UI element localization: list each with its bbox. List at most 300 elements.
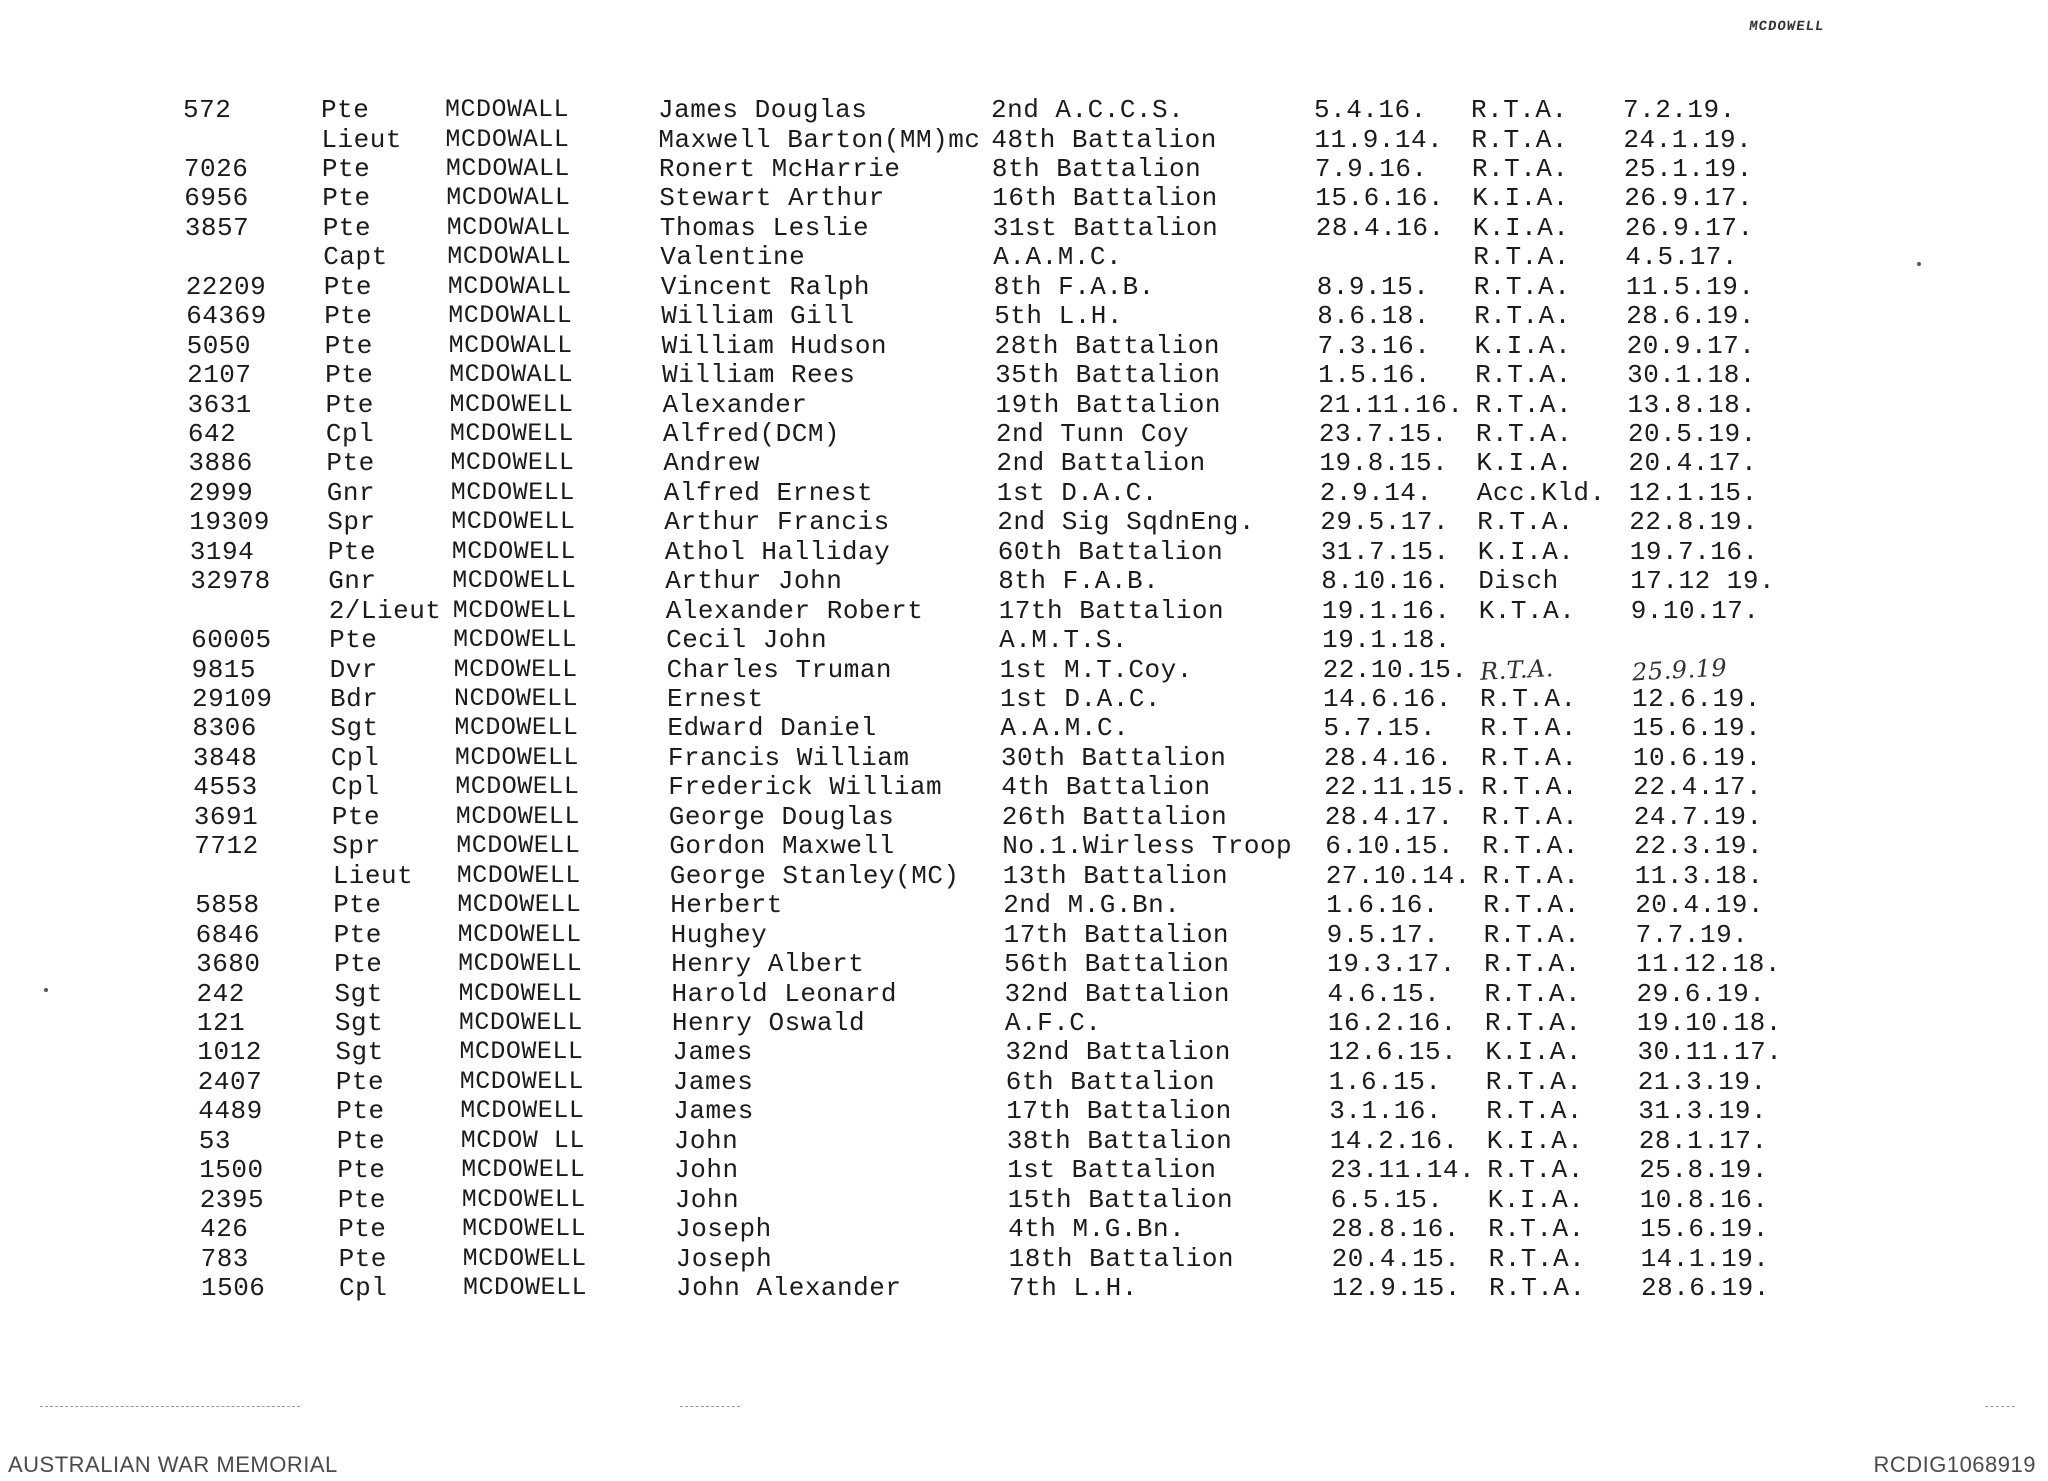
entry-given-names: Vincent Ralph (660, 271, 871, 302)
entry-fate-date: 20.9.17. (1626, 330, 1756, 361)
entry-regimental-number: 64369 (186, 301, 267, 332)
entry-fate-date: 17.12 19. (1630, 566, 1776, 597)
entry-fate: R.T.A. (1480, 713, 1578, 744)
entry-surname: MCDOWELL (456, 831, 581, 861)
entry-rank: Pte (334, 949, 383, 979)
entry-regimental-number: 572 (183, 95, 232, 125)
entry-given-names: James (673, 1096, 754, 1127)
roll-entry (184, 154, 1834, 184)
entry-fate-date: 28.6.19. (1641, 1273, 1770, 1303)
entry-rank: Pte (337, 1155, 386, 1186)
entry-fate: K.I.A. (1476, 448, 1574, 479)
entry-enlistment-date: 31.7.15. (1320, 536, 1450, 567)
entry-fate: K.I.A. (1477, 536, 1575, 567)
entry-unit: 8th Battalion (991, 153, 1202, 184)
entry-given-names: Charles Truman (666, 654, 893, 685)
entry-given-names: Alfred Ernest (663, 477, 874, 508)
entry-unit: A.F.C. (1004, 1007, 1102, 1038)
entry-rank: Pte (325, 389, 374, 420)
entry-given-names: Ronert McHarrie (658, 153, 901, 184)
entry-fate-date: 19.10.18. (1636, 1007, 1782, 1038)
entry-surname: MCDOWELL (454, 742, 579, 772)
entry-fate: R.T.A. (1471, 153, 1569, 184)
entry-unit: 1st Battalion (1007, 1155, 1217, 1186)
entry-enlistment-date: 14.2.16. (1329, 1125, 1459, 1156)
entry-enlistment-date: 23.7.15. (1318, 418, 1448, 449)
entry-surname: MCDOWALL (446, 183, 571, 213)
roll-entry (187, 331, 1837, 361)
roll-entry (197, 979, 1847, 1009)
entry-surname: MCDOWELL (457, 919, 582, 949)
entry-surname: MCDOWELL (453, 654, 578, 684)
entry-given-names: Alfred(DCM) (662, 418, 841, 449)
entry-enlistment-date: 28.4.16. (1315, 212, 1445, 243)
entry-fate-date: 24.7.19. (1633, 801, 1763, 832)
entry-rank: Pte (324, 330, 373, 361)
roll-entry (192, 713, 1842, 743)
entry-enlistment-date: 8.10.16. (1321, 566, 1451, 597)
roll-entry (198, 1067, 1848, 1097)
entry-fate-date: 26.9.17. (1624, 212, 1754, 243)
entry-surname: MCDOWALL (445, 124, 570, 154)
entry-unit: 18th Battalion (1008, 1243, 1235, 1274)
entry-unit: 1st D.A.C. (996, 477, 1158, 508)
entry-enlistment-date: 15.6.16. (1315, 183, 1445, 214)
entry-unit: No.1.Wirless Troop (1002, 831, 1293, 862)
entry-given-names: Arthur John (665, 566, 843, 597)
roll-entry (187, 360, 1837, 390)
entry-fate: R.T.A. (1478, 653, 1555, 686)
entry-enlistment-date: 8.9.15. (1316, 271, 1430, 302)
entry-regimental-number: 1012 (197, 1037, 262, 1068)
entry-unit: 26th Battalion (1001, 801, 1228, 832)
entry-rank: Sgt (330, 713, 379, 744)
entry-surname: MCDOWELL (459, 1037, 584, 1067)
entry-unit: 16th Battalion (992, 183, 1218, 214)
entry-enlistment-date: 12.9.15. (1332, 1273, 1461, 1303)
roll-entry (195, 890, 1845, 920)
entry-fate: R.T.A. (1471, 124, 1569, 155)
entry-given-names: John (674, 1184, 740, 1215)
entry-fate-date: 22.8.19. (1629, 507, 1759, 538)
entry-enlistment-date: 22.10.15. (1322, 654, 1468, 685)
entry-regimental-number: 2395 (199, 1184, 265, 1215)
entry-fate: R.T.A. (1484, 978, 1582, 1009)
entry-unit: 31st Battalion (992, 212, 1219, 243)
entry-regimental-number: 3857 (184, 212, 250, 243)
roll-entry (195, 861, 1845, 891)
entry-rank: Bdr (330, 684, 379, 714)
entry-rank: Pte (338, 1243, 387, 1274)
entry-rank: Pte (324, 301, 373, 332)
entry-regimental-number: 426 (200, 1214, 249, 1245)
entry-surname: MCDOWELL (449, 418, 574, 448)
entry-regimental-number: 121 (196, 1007, 246, 1038)
bottom-scan-rule (680, 1406, 740, 1407)
entry-surname: MCDOWELL (459, 1066, 584, 1096)
entry-enlistment-date: 6.5.15. (1330, 1184, 1444, 1215)
roll-entry (196, 949, 1846, 979)
roll-entry (183, 125, 1833, 155)
roll-entry (185, 242, 1835, 272)
entry-regimental-number: 19309 (189, 507, 270, 538)
entry-given-names: William Hudson (661, 330, 888, 361)
entry-rank: Cpl (330, 742, 380, 773)
entry-unit: 19th Battalion (995, 389, 1221, 420)
entry-unit: 32nd Battalion (1004, 978, 1230, 1009)
entry-unit: 28th Battalion (994, 330, 1221, 361)
roll-entry (186, 272, 1836, 302)
entry-surname: MCDOWELL (451, 507, 576, 537)
roll-entry (192, 655, 1842, 685)
roll-entry (188, 448, 1838, 478)
entry-rank: Cpl (331, 772, 380, 803)
entry-enlistment-date: 4.6.15. (1327, 978, 1441, 1009)
entry-enlistment-date: 1.5.16. (1318, 360, 1431, 391)
entry-regimental-number: 22209 (185, 271, 267, 302)
entry-fate-date: 15.6.19. (1632, 713, 1762, 744)
entry-given-names: Francis William (667, 742, 910, 773)
entry-enlistment-date: 28.4.16. (1323, 742, 1453, 773)
entry-enlistment-date: 19.8.15. (1319, 448, 1449, 479)
entry-fate-date: 19.7.16. (1629, 536, 1759, 567)
entry-unit: 17th Battalion (998, 595, 1225, 626)
entry-given-names: Gordon Maxwell (669, 831, 895, 862)
entry-given-names: Cecil John (666, 625, 828, 656)
entry-given-names: Edward Daniel (667, 713, 877, 744)
entry-unit: 17th Battalion (1006, 1096, 1232, 1127)
entry-fate-date: 10.6.19. (1632, 742, 1762, 773)
entry-fate-date: 11.12.18. (1636, 949, 1782, 979)
entry-regimental-number: 3886 (188, 448, 253, 479)
entry-given-names: Frederick William (668, 772, 943, 803)
entry-enlistment-date: 21.11.16. (1318, 389, 1464, 420)
entry-given-names: Valentine (660, 242, 806, 273)
entry-given-names: George Stanley(MC) (669, 860, 960, 891)
roll-entry (194, 831, 1844, 861)
entry-surname: MCDOWALL (448, 330, 573, 360)
entry-fate: Acc.Kld. (1476, 477, 1606, 508)
entry-fate-date: 4.5.17. (1625, 242, 1739, 273)
entry-fate-date: 30.11.17. (1637, 1037, 1783, 1068)
entry-surname: MCDOWELL (452, 595, 577, 625)
entry-enlistment-date: 14.6.16. (1323, 684, 1452, 714)
roll-entry (188, 419, 1838, 449)
entry-given-names: Henry Albert (671, 949, 865, 979)
entry-enlistment-date: 27.10.14. (1325, 860, 1471, 891)
entry-surname: MCDOWELL (453, 625, 578, 655)
entry-enlistment-date: 2.9.14. (1319, 477, 1433, 508)
entry-fate: R.T.A. (1477, 507, 1574, 538)
entry-surname: MCDOWELL (458, 1007, 583, 1037)
entry-unit: 2nd Sig SqdnEng. (997, 507, 1255, 538)
entry-fate-date: 13.8.18. (1627, 389, 1757, 420)
entry-enlistment-date: 1.6.16. (1326, 890, 1439, 921)
entry-unit: 48th Battalion (991, 124, 1217, 155)
entry-given-names: Maxwell Barton(MM)mc (658, 124, 981, 155)
entry-regimental-number: 5858 (195, 890, 260, 921)
entry-given-names: George Douglas (668, 801, 895, 832)
entry-fate: R.T.A. (1473, 271, 1571, 302)
entry-regimental-number: 3194 (189, 536, 255, 567)
entry-regimental-number: 3631 (187, 389, 252, 420)
entry-fate-date: 21.3.19. (1637, 1066, 1767, 1097)
roll-entry (201, 1244, 1851, 1274)
entry-fate: R.T.A. (1484, 949, 1581, 979)
entry-given-names: William Gill (661, 301, 855, 332)
bottom-scan-rule (40, 1406, 300, 1407)
entry-given-names: Harold Leonard (671, 978, 897, 1009)
entry-unit: A.A.M.C. (1000, 713, 1130, 744)
entry-fate: R.T.A. (1474, 301, 1571, 332)
entry-surname: MCDOWELL (451, 536, 576, 566)
entry-rank: Pte (337, 1184, 386, 1215)
entry-rank: Pte (336, 1125, 386, 1156)
entry-unit: 17th Battalion (1003, 919, 1230, 950)
entry-surname: MCDOWELL (456, 860, 581, 890)
roll-entry (199, 1155, 1849, 1185)
entry-unit: 1st M.T.Coy. (999, 654, 1193, 685)
entry-unit: 2nd Tunn Coy (995, 418, 1190, 449)
entry-fate: R.T.A. (1481, 801, 1579, 832)
entry-regimental-number: 29109 (192, 684, 273, 714)
entry-fate-date: 24.1.19. (1623, 124, 1753, 155)
entry-regimental-number: 242 (196, 978, 245, 1009)
entry-enlistment-date: 23.11.14. (1330, 1155, 1476, 1186)
entry-unit: 56th Battalion (1004, 949, 1230, 979)
entry-unit: 8th F.A.B. (993, 271, 1155, 302)
entry-enlistment-date: 5.4.16. (1314, 95, 1427, 125)
entry-enlistment-date: 20.4.15. (1331, 1243, 1461, 1274)
entry-fate-date: 20.4.19. (1635, 890, 1765, 921)
roll-entry (190, 537, 1840, 567)
entry-regimental-number: 642 (187, 418, 237, 449)
entry-regimental-number: 32978 (190, 566, 271, 597)
roll-entry (192, 684, 1842, 714)
entry-enlistment-date: 8.6.18. (1317, 301, 1430, 332)
entry-rank: Pte (322, 212, 372, 243)
roll-entry (200, 1185, 1850, 1215)
entry-fate-date: 28.6.19. (1626, 301, 1756, 332)
ink-speck (1917, 262, 1921, 266)
entry-fate: R.T.A. (1485, 1066, 1583, 1097)
entry-unit: 6th Battalion (1005, 1066, 1216, 1097)
entry-enlistment-date: 29.5.17. (1320, 507, 1450, 538)
entry-regimental-number: 4489 (198, 1096, 263, 1127)
entry-rank: Cpl (339, 1273, 388, 1303)
entry-surname: MCDOWELL (461, 1184, 586, 1214)
entry-unit: 2nd Battalion (996, 448, 1206, 479)
entry-regimental-number: 6846 (195, 919, 261, 950)
entry-rank: Pte (325, 360, 374, 391)
entry-fate: K.I.A. (1486, 1125, 1584, 1156)
entry-fate: K.I.A. (1472, 212, 1570, 243)
entry-rank: Pte (327, 536, 377, 567)
footer-record-id: RCDIG1068919 (1873, 1452, 2036, 1477)
entry-rank: Sgt (334, 978, 383, 1009)
entry-fate-date: 26.9.17. (1624, 183, 1754, 214)
entry-fate: R.T.A. (1482, 831, 1579, 862)
entry-regimental-number: 5050 (186, 330, 252, 361)
entry-regimental-number: 4553 (193, 772, 258, 803)
entry-enlistment-date: 16.2.16. (1327, 1007, 1457, 1038)
entry-given-names: Herbert (670, 890, 783, 921)
entry-given-names: James Douglas (658, 95, 868, 125)
roll-entry (191, 625, 1841, 655)
entry-rank: Spr (332, 831, 381, 862)
entry-fate-date: 15.6.19. (1640, 1214, 1769, 1245)
entry-surname: MCDOW LL (460, 1125, 585, 1155)
entry-fate-date: 25.8.19. (1639, 1155, 1769, 1186)
entry-given-names: Alexander (662, 389, 808, 420)
entry-surname: MCDOWELL (458, 978, 583, 1008)
entry-rank: Pte (335, 1066, 385, 1097)
roll-entry (194, 802, 1844, 832)
entry-fate: R.T.A. (1481, 772, 1578, 803)
entry-unit: A.A.M.C. (993, 242, 1123, 273)
entry-fate: R.T.A. (1471, 95, 1568, 125)
entry-rank: Pte (329, 625, 378, 656)
entry-regimental-number: 2107 (187, 360, 252, 391)
bottom-scan-rule (1985, 1406, 2015, 1407)
entry-surname: MCDOWALL (448, 301, 573, 331)
entry-enlistment-date: 1.6.15. (1328, 1066, 1442, 1097)
entry-rank: Cpl (325, 418, 375, 449)
entry-fate-date: 20.4.17. (1628, 448, 1758, 479)
entry-rank: Gnr (326, 477, 376, 508)
entry-fate-date: 11.3.18. (1634, 860, 1764, 891)
entry-regimental-number: 9815 (191, 654, 257, 685)
entry-unit: 35th Battalion (995, 360, 1221, 391)
entry-fate: R.T.A. (1475, 360, 1572, 391)
entry-surname: MCDOWALL (447, 242, 572, 272)
entry-unit: 1st D.A.C. (1000, 684, 1162, 714)
entry-rank: Pte (336, 1096, 385, 1127)
roll-entry (190, 566, 1840, 596)
entry-enlistment-date: 28.8.16. (1331, 1214, 1460, 1245)
entry-rank: 2/Lieut (328, 595, 442, 626)
entry-regimental-number: 3848 (192, 742, 258, 773)
entry-fate: K.I.A. (1487, 1184, 1585, 1215)
roll-entry (193, 743, 1843, 773)
entry-fate: K.I.A. (1485, 1037, 1583, 1068)
entry-enlistment-date: 12.6.15. (1328, 1037, 1458, 1068)
entry-rank: Sgt (335, 1037, 384, 1068)
entry-fate: R.T.A. (1483, 890, 1580, 921)
entry-fate: R.T.A. (1483, 919, 1581, 950)
entry-rank: Spr (327, 507, 376, 538)
entry-fate: R.T.A. (1488, 1214, 1585, 1245)
entry-surname: MCDOWELL (457, 890, 582, 920)
entry-rank: Pte (321, 153, 371, 184)
entry-given-names: William Rees (662, 360, 856, 391)
entry-surname: MCDOWELL (458, 949, 583, 978)
entry-fate: R.T.A. (1484, 1007, 1582, 1038)
entry-rank: Gnr (328, 566, 377, 597)
entry-regimental-number: 3691 (193, 801, 259, 832)
roll-entry (189, 478, 1839, 508)
entry-surname: MCDOWELL (462, 1243, 587, 1273)
entry-given-names: Athol Halliday (664, 536, 891, 567)
entry-surname: MCDOWELL (455, 772, 580, 802)
entry-fate-date: 28.1.17. (1638, 1125, 1768, 1156)
entry-fate-date: 22.4.17. (1633, 772, 1763, 803)
entry-unit: 32nd Battalion (1005, 1037, 1231, 1068)
entry-given-names: James (672, 1037, 753, 1068)
entry-surname: MCDOWELL (450, 448, 575, 478)
entry-surname: MCDOWELL (461, 1155, 586, 1185)
roll-entry (201, 1273, 1851, 1303)
roll-entry (191, 596, 1841, 626)
entry-enlistment-date: 19.3.17. (1327, 949, 1456, 979)
entry-unit: A.M.T.S. (999, 625, 1128, 656)
entry-surname: MCDOWALL (449, 360, 574, 390)
entry-unit: 4th M.G.Bn. (1008, 1214, 1186, 1245)
entry-unit: 2nd A.C.C.S. (991, 95, 1185, 125)
entry-unit: 13th Battalion (1002, 860, 1229, 891)
entry-given-names: John Alexander (676, 1273, 902, 1303)
entry-given-names: Thomas Leslie (659, 212, 870, 243)
entry-rank: Pte (338, 1214, 387, 1245)
entry-fate: Disch (1478, 566, 1559, 597)
roll-entry (189, 507, 1839, 537)
entry-enlistment-date: 5.7.15. (1323, 713, 1437, 744)
entry-fate: R.T.A. (1475, 418, 1573, 449)
entry-surname: MCDOWELL (450, 477, 575, 507)
entry-enlistment-date: 11.9.14. (1314, 124, 1444, 155)
entry-given-names: Joseph (675, 1243, 773, 1274)
entry-regimental-number: 60005 (191, 625, 272, 656)
entry-given-names: Joseph (675, 1214, 772, 1245)
entry-given-names: Henry Oswald (671, 1007, 866, 1038)
entry-surname: MCDOWELL (463, 1273, 588, 1302)
roll-entry (200, 1214, 1850, 1244)
roll-entry (198, 1096, 1848, 1126)
entry-regimental-number: 8306 (192, 713, 257, 744)
entry-enlistment-date: 19.1.18. (1322, 625, 1451, 656)
ink-speck (44, 988, 48, 992)
entry-unit: 4th Battalion (1001, 772, 1211, 803)
entry-fate: R.T.A. (1489, 1273, 1586, 1303)
entry-fate-date: 30.1.18. (1627, 360, 1756, 391)
roll-entry (184, 183, 1834, 213)
entry-fate-date: 7.7.19. (1635, 919, 1749, 950)
entry-given-names: Andrew (663, 448, 761, 479)
entry-unit: 7th L.H. (1009, 1273, 1138, 1303)
entry-given-names: Hughey (670, 919, 768, 950)
entry-regimental-number: 2407 (197, 1066, 263, 1097)
entry-given-names: John (674, 1155, 739, 1186)
entry-rank: Pte (323, 271, 372, 302)
entry-surname: MCDOWELL (454, 713, 579, 743)
entry-fate: R.T.A. (1475, 389, 1573, 420)
entry-rank: Sgt (334, 1007, 384, 1038)
entry-unit: 15th Battalion (1007, 1184, 1234, 1215)
entry-surname: MCDOWELL (460, 1096, 585, 1126)
entry-fate-date: 14.1.19. (1640, 1243, 1770, 1274)
entry-unit: 8th F.A.B. (998, 566, 1160, 597)
entry-given-names: Stewart Arthur (659, 183, 885, 214)
entry-rank: Pte (333, 919, 382, 950)
entry-fate-date: 25.1.19. (1623, 153, 1753, 184)
entry-regimental-number: 1506 (201, 1273, 266, 1303)
entry-regimental-number: 7026 (183, 153, 249, 184)
entry-regimental-number: 3680 (196, 949, 261, 979)
entry-enlistment-date: 9.5.17. (1326, 919, 1440, 950)
entry-rank: Lieut (332, 860, 414, 891)
entry-unit: 30th Battalion (1000, 742, 1227, 773)
entry-fate-date: 11.5.19. (1625, 271, 1755, 302)
